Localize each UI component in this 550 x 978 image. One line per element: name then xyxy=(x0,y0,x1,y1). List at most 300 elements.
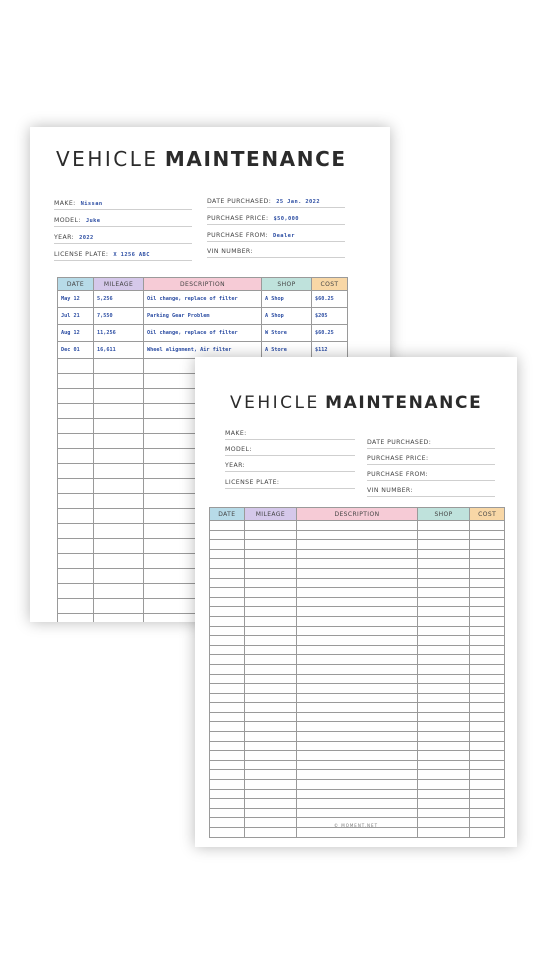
table-cell: $205 xyxy=(312,308,348,325)
table-cell xyxy=(417,664,470,674)
table-cell xyxy=(417,703,470,713)
table-cell xyxy=(210,780,245,790)
date-purchased-field xyxy=(207,193,345,208)
model-field xyxy=(225,441,355,456)
table-cell xyxy=(244,732,297,742)
table-cell xyxy=(58,479,94,494)
table-cell xyxy=(94,434,144,449)
table-cell xyxy=(470,770,505,780)
table-row xyxy=(210,770,505,780)
table-cell xyxy=(210,626,245,636)
table-cell xyxy=(470,530,505,540)
table-cell xyxy=(297,789,418,799)
table-cell xyxy=(244,664,297,674)
table-cell xyxy=(297,732,418,742)
year-field xyxy=(54,229,192,244)
vin-number-label: VIN NUMBER: xyxy=(367,487,413,494)
header-cost: COST xyxy=(312,278,348,291)
table-cell xyxy=(297,751,418,761)
table-cell xyxy=(417,693,470,703)
model-value: Juke xyxy=(85,218,101,224)
table-cell xyxy=(470,559,505,569)
table-cell: Jul 21 xyxy=(58,308,94,325)
table-cell xyxy=(417,674,470,684)
table-cell xyxy=(297,616,418,626)
table-cell xyxy=(210,674,245,684)
table-cell xyxy=(470,808,505,818)
table-cell xyxy=(417,540,470,550)
table-row xyxy=(210,722,505,732)
table-cell xyxy=(297,521,418,531)
table-row xyxy=(210,597,505,607)
table-cell xyxy=(297,703,418,713)
table-row xyxy=(210,549,505,559)
table-row xyxy=(210,741,505,751)
table-cell xyxy=(210,636,245,646)
table-cell xyxy=(244,780,297,790)
license-plate-label: LICENSE PLATE: xyxy=(54,251,109,258)
table-header-row xyxy=(210,508,505,521)
table-cell: 7,550 xyxy=(94,308,144,325)
table-cell xyxy=(94,554,144,569)
table-cell xyxy=(210,664,245,674)
table-cell xyxy=(297,741,418,751)
table-cell xyxy=(297,828,418,838)
table-cell xyxy=(470,732,505,742)
table-cell xyxy=(210,828,245,838)
table-cell xyxy=(210,684,245,694)
table-cell: A Shop xyxy=(262,308,312,325)
table-cell xyxy=(244,616,297,626)
table-cell xyxy=(470,674,505,684)
table-row xyxy=(210,664,505,674)
table-cell xyxy=(210,799,245,809)
make-field xyxy=(225,425,355,440)
table-cell xyxy=(58,494,94,509)
table-cell xyxy=(417,655,470,665)
table-cell: Dec 01 xyxy=(58,342,94,359)
table-cell xyxy=(244,636,297,646)
table-cell xyxy=(94,449,144,464)
table-cell xyxy=(210,741,245,751)
table-cell xyxy=(417,645,470,655)
table-cell xyxy=(417,549,470,559)
table-cell xyxy=(297,568,418,578)
table-cell xyxy=(417,597,470,607)
table-cell xyxy=(470,540,505,550)
table-cell: Aug 12 xyxy=(58,325,94,342)
table-cell xyxy=(210,712,245,722)
table-cell xyxy=(58,554,94,569)
table-cell xyxy=(470,597,505,607)
table-cell xyxy=(297,636,418,646)
table-cell xyxy=(470,799,505,809)
table-cell xyxy=(417,559,470,569)
table-cell xyxy=(417,712,470,722)
table-cell xyxy=(470,626,505,636)
table-cell xyxy=(417,530,470,540)
date-purchased-label: DATE PURCHASED: xyxy=(207,198,272,205)
table-row xyxy=(210,789,505,799)
table-cell xyxy=(417,626,470,636)
table-cell xyxy=(94,584,144,599)
date-purchased-value: 25 Jan. 2022 xyxy=(276,199,320,205)
table-cell xyxy=(470,760,505,770)
title-bold: MAINTENANCE xyxy=(164,147,347,171)
table-cell xyxy=(94,404,144,419)
table-cell xyxy=(210,588,245,598)
table-cell xyxy=(417,578,470,588)
table-cell xyxy=(244,597,297,607)
table-cell: May 12 xyxy=(58,291,94,308)
make-label: MAKE: xyxy=(225,430,247,437)
table-cell xyxy=(417,741,470,751)
table-row xyxy=(210,674,505,684)
table-cell xyxy=(58,614,94,623)
date-purchased-field xyxy=(367,434,495,449)
table-cell xyxy=(94,614,144,623)
table-cell xyxy=(210,770,245,780)
table-cell xyxy=(417,780,470,790)
table-cell xyxy=(210,607,245,617)
purchase-from-value: Dealer xyxy=(273,233,295,239)
table-cell xyxy=(470,655,505,665)
table-cell xyxy=(94,569,144,584)
table-cell xyxy=(244,770,297,780)
license-plate-field xyxy=(225,474,355,489)
table-cell xyxy=(210,540,245,550)
table-cell xyxy=(94,599,144,614)
table-cell xyxy=(297,530,418,540)
table-cell xyxy=(244,808,297,818)
table-row xyxy=(58,325,348,342)
table-row xyxy=(210,568,505,578)
purchase-from-label: PURCHASE FROM: xyxy=(367,471,429,478)
table-cell xyxy=(94,509,144,524)
year-value: 2022 xyxy=(79,235,94,241)
table-cell xyxy=(417,799,470,809)
table-cell xyxy=(297,684,418,694)
table-cell: $60.25 xyxy=(312,325,348,342)
table-row xyxy=(210,645,505,655)
purchase-from-field xyxy=(367,466,495,481)
table-cell xyxy=(210,568,245,578)
license-plate-value: X 1256 ABC xyxy=(113,252,150,258)
table-cell xyxy=(297,597,418,607)
footer-credit: © MOMENT.NET xyxy=(333,823,379,828)
table-cell xyxy=(297,712,418,722)
table-cell xyxy=(58,539,94,554)
model-label: MODEL: xyxy=(225,446,252,453)
table-cell xyxy=(210,616,245,626)
table-cell xyxy=(58,434,94,449)
table-cell xyxy=(210,703,245,713)
purchase-price-field xyxy=(207,210,345,225)
table-cell xyxy=(58,524,94,539)
table-cell xyxy=(244,828,297,838)
table-cell xyxy=(417,732,470,742)
table-cell xyxy=(417,760,470,770)
table-cell: 16,611 xyxy=(94,342,144,359)
table-cell xyxy=(470,664,505,674)
table-cell: $112 xyxy=(312,342,348,359)
header-mileage: MILEAGE xyxy=(94,278,144,291)
table-cell xyxy=(417,636,470,646)
table-cell: Parking Gear Problem xyxy=(144,308,262,325)
table-cell xyxy=(417,751,470,761)
table-cell xyxy=(94,389,144,404)
table-cell: A Shop xyxy=(262,291,312,308)
table-cell xyxy=(470,722,505,732)
table-cell xyxy=(210,655,245,665)
table-row xyxy=(210,607,505,617)
table-cell xyxy=(417,722,470,732)
table-cell xyxy=(470,712,505,722)
table-row xyxy=(210,808,505,818)
table-cell xyxy=(417,789,470,799)
title-light: VEHICLE xyxy=(56,147,159,171)
table-cell xyxy=(297,799,418,809)
header-shop: SHOP xyxy=(262,278,312,291)
table-cell xyxy=(417,521,470,531)
table-cell xyxy=(297,540,418,550)
table-cell xyxy=(244,712,297,722)
table-cell xyxy=(244,530,297,540)
table-row xyxy=(210,712,505,722)
table-cell xyxy=(470,616,505,626)
purchase-from-field xyxy=(207,227,345,242)
table-cell xyxy=(210,645,245,655)
table-cell xyxy=(210,789,245,799)
table-cell xyxy=(297,770,418,780)
model-label: MODEL: xyxy=(54,217,81,224)
header-cost: COST xyxy=(470,508,505,521)
table-cell xyxy=(58,359,94,374)
purchase-price-field xyxy=(367,450,495,465)
table-cell xyxy=(244,549,297,559)
table-row xyxy=(210,732,505,742)
table-row xyxy=(210,751,505,761)
table-cell xyxy=(417,770,470,780)
table-cell xyxy=(210,732,245,742)
table-cell xyxy=(244,751,297,761)
table-row xyxy=(58,342,348,359)
make-label: MAKE: xyxy=(54,200,76,207)
table-cell: Oil change, replace of filter xyxy=(144,291,262,308)
table-cell xyxy=(58,584,94,599)
table-row xyxy=(210,703,505,713)
table-cell xyxy=(470,578,505,588)
table-cell xyxy=(210,808,245,818)
table-cell: 11,256 xyxy=(94,325,144,342)
title-light: VEHICLE xyxy=(230,393,320,413)
table-cell xyxy=(470,693,505,703)
table-cell xyxy=(417,684,470,694)
table-cell: A Store xyxy=(262,342,312,359)
title-bold: MAINTENANCE xyxy=(325,393,483,413)
header-description: DESCRIPTION xyxy=(297,508,418,521)
table-cell xyxy=(470,607,505,617)
table-cell xyxy=(94,539,144,554)
table-cell xyxy=(297,549,418,559)
table-cell xyxy=(210,549,245,559)
table-cell xyxy=(94,464,144,479)
purchase-price-value: $50,000 xyxy=(273,216,299,222)
table-cell xyxy=(210,693,245,703)
table-cell: Wheel alignment, Air filter xyxy=(144,342,262,359)
table-cell xyxy=(94,419,144,434)
table-row xyxy=(58,308,348,325)
table-cell xyxy=(297,722,418,732)
table-cell xyxy=(470,741,505,751)
table-cell xyxy=(470,568,505,578)
table-cell xyxy=(244,578,297,588)
purchase-price-label: PURCHASE PRICE: xyxy=(367,455,429,462)
table-cell xyxy=(94,374,144,389)
table-cell xyxy=(297,559,418,569)
table-cell: $60.25 xyxy=(312,291,348,308)
table-cell xyxy=(210,521,245,531)
table-cell xyxy=(470,521,505,531)
table-cell xyxy=(244,760,297,770)
table-cell xyxy=(417,607,470,617)
table-row xyxy=(210,693,505,703)
table-cell xyxy=(297,607,418,617)
table-cell: 5,256 xyxy=(94,291,144,308)
table-cell xyxy=(470,828,505,838)
table-cell xyxy=(297,664,418,674)
table-cell xyxy=(297,626,418,636)
table-cell xyxy=(470,549,505,559)
table-cell xyxy=(94,494,144,509)
table-cell xyxy=(210,530,245,540)
vin-number-field xyxy=(367,482,495,497)
table-row xyxy=(210,655,505,665)
table-row xyxy=(210,521,505,531)
table-cell xyxy=(244,799,297,809)
table-row xyxy=(210,828,505,838)
table-cell xyxy=(244,588,297,598)
table-cell xyxy=(210,722,245,732)
table-cell xyxy=(244,789,297,799)
table-cell xyxy=(244,693,297,703)
license-plate-field xyxy=(54,246,192,261)
table-cell xyxy=(244,722,297,732)
table-row xyxy=(210,540,505,550)
make-value: Nissan xyxy=(80,201,103,207)
table-cell: W Store xyxy=(262,325,312,342)
vin-number-field xyxy=(207,243,345,258)
table-cell xyxy=(94,479,144,494)
table-cell xyxy=(58,599,94,614)
page-title xyxy=(230,393,482,413)
table-cell xyxy=(210,578,245,588)
table-cell xyxy=(244,645,297,655)
make-field xyxy=(54,195,192,210)
purchase-from-label: PURCHASE FROM: xyxy=(207,232,269,239)
table-cell xyxy=(297,760,418,770)
table-cell xyxy=(244,559,297,569)
page-title xyxy=(56,147,347,171)
table-cell xyxy=(417,808,470,818)
table-cell xyxy=(210,559,245,569)
table-cell xyxy=(470,780,505,790)
table-cell xyxy=(470,703,505,713)
table-cell xyxy=(417,616,470,626)
table-cell xyxy=(244,521,297,531)
table-cell xyxy=(244,607,297,617)
table-row xyxy=(210,684,505,694)
table-row xyxy=(58,291,348,308)
year-label: YEAR: xyxy=(54,234,75,241)
table-cell xyxy=(417,828,470,838)
table-cell xyxy=(58,419,94,434)
table-cell xyxy=(470,588,505,598)
table-cell xyxy=(210,760,245,770)
table-row xyxy=(210,616,505,626)
table-body xyxy=(210,521,505,838)
table-row xyxy=(210,588,505,598)
table-cell xyxy=(470,684,505,694)
table-cell xyxy=(297,588,418,598)
year-field xyxy=(225,457,355,472)
header-mileage: MILEAGE xyxy=(244,508,297,521)
table-cell xyxy=(244,626,297,636)
vin-number-label: VIN NUMBER: xyxy=(207,248,253,255)
table-row xyxy=(210,799,505,809)
table-cell xyxy=(417,588,470,598)
table-cell xyxy=(210,597,245,607)
date-purchased-label: DATE PURCHASED: xyxy=(367,439,432,446)
model-field xyxy=(54,212,192,227)
maintenance-log-table xyxy=(209,507,505,838)
table-cell xyxy=(297,808,418,818)
table-cell xyxy=(244,684,297,694)
table-cell xyxy=(210,751,245,761)
table-cell xyxy=(244,674,297,684)
table-cell xyxy=(297,655,418,665)
table-cell xyxy=(244,741,297,751)
table-row xyxy=(210,530,505,540)
header-shop: SHOP xyxy=(417,508,470,521)
table-cell xyxy=(244,703,297,713)
table-cell xyxy=(244,655,297,665)
table-cell xyxy=(470,645,505,655)
table-cell: Oil change, replace of filter xyxy=(144,325,262,342)
table-cell xyxy=(470,789,505,799)
table-cell xyxy=(58,464,94,479)
header-date: DATE xyxy=(58,278,94,291)
table-cell xyxy=(244,540,297,550)
table-cell xyxy=(58,509,94,524)
header-date: DATE xyxy=(210,508,245,521)
blank-maintenance-sheet xyxy=(195,357,517,847)
header-description: DESCRIPTION xyxy=(144,278,262,291)
table-cell xyxy=(94,359,144,374)
table-cell xyxy=(58,389,94,404)
license-plate-label: LICENSE PLATE: xyxy=(225,479,280,486)
table-cell xyxy=(297,780,418,790)
table-row xyxy=(210,578,505,588)
table-cell xyxy=(417,568,470,578)
table-cell xyxy=(244,568,297,578)
table-cell xyxy=(58,404,94,419)
table-row xyxy=(210,780,505,790)
table-cell xyxy=(297,674,418,684)
table-cell xyxy=(297,645,418,655)
purchase-price-label: PURCHASE PRICE: xyxy=(207,215,269,222)
table-cell xyxy=(297,693,418,703)
